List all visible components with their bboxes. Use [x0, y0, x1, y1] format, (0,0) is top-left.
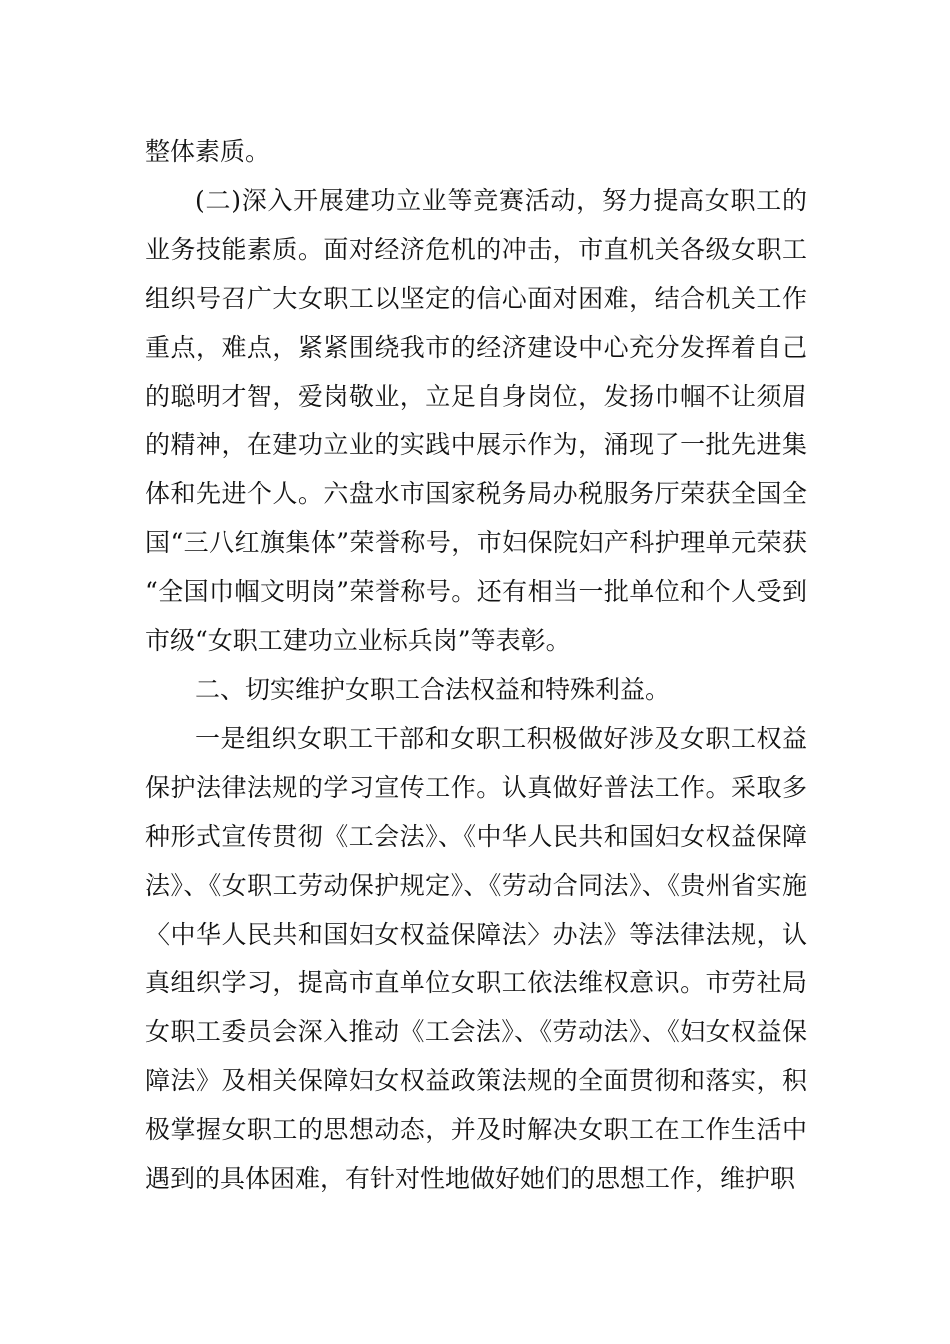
paragraph-continuation: 整体素质。	[145, 137, 271, 166]
paragraph-competition-activities: (二)深入开展建功立业等竞赛活动，努力提高女职工的业务技能素质。面对经济危机的冲击，市直机关各级女职工组织号召广大女职工以坚定的信心面对困难，结合机关工作重点，难点，紧紧围绕我市的经济建设中心充分发挥着自己的聪明才智，爱岗敬业，立足自身岗位，发扬巾帼不让须眉的精神，在建功立业的实践中展示作为，涌现了一批先进集体和先进个人。六盘水市国家税务局办税服务厅荣获全国全国“三八红旗集体”荣誉称号，市妇保院妇产科护理单元荣获“全国巾帼文明岗”荣誉称号。还有相当一批单位和个人受到市级“女职工建功立业标兵岗”等表彰。	[145, 185, 807, 656]
section-heading-rights-protection: 二、切实维护女职工合法权益和特殊利益。	[195, 674, 671, 704]
document-page	[145, 128, 807, 1204]
paragraph-legal-education: 一是组织女职工干部和女职工积极做好涉及女职工权益保护法律法规的学习宣传工作。认真做好普法工作。采取多种形式宣传贯彻《工会法》、《中华人民共和国妇女权益保障法》、《女职工劳动保护规定》、《劳动合同法》、《贵州省实施〈中华人民共和国妇女权益保障法〉办法》等法律法规，认真组织学习，提高市直单位女职工依法维权意识。市劳社局女职工委员会深入推动《工会法》、《劳动法》、《妇女权益保障法》及相关保障妇女权益政策法规的全面贯彻和落实，积极掌握女职工的思想动态，并及时解决女职工在工作生活中遇到的具体困难，有针对性地做好她们的思想工作，维护职	[145, 723, 807, 1194]
